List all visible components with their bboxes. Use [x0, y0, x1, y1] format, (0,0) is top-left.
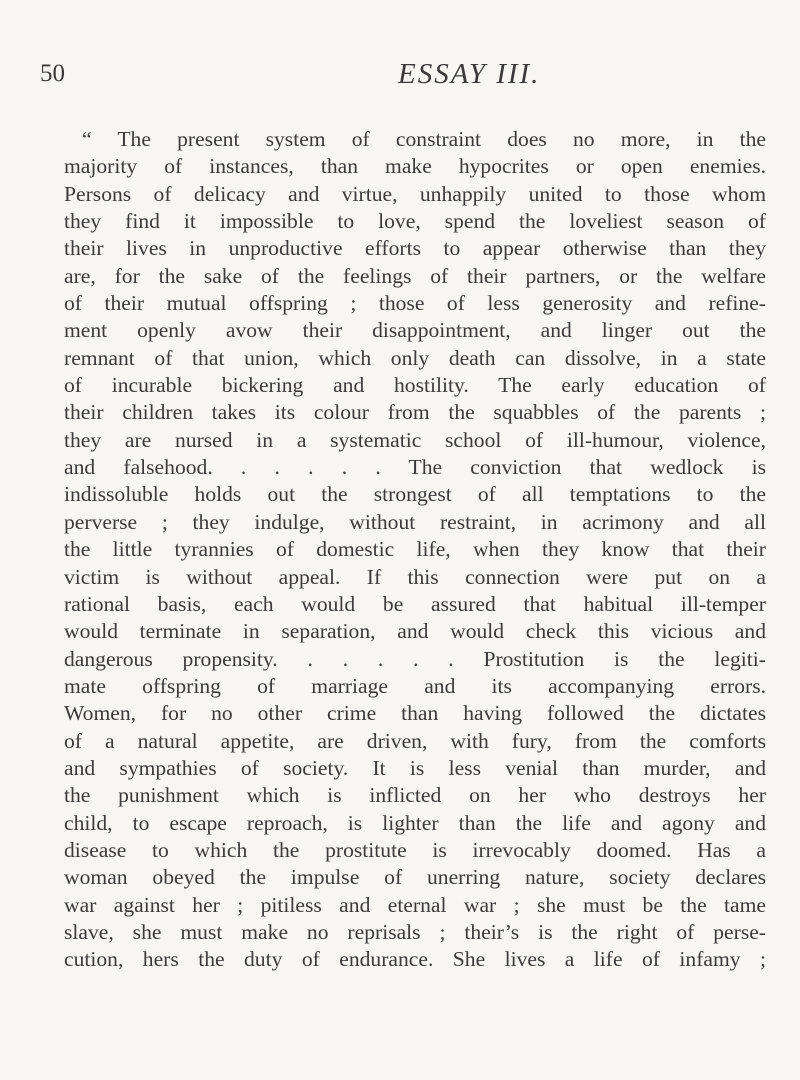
- text-line: ment openly avow their disappointment, and linger out the: [64, 318, 766, 343]
- text-line: perverse ; they indulge, without restraint, in acrimony and all: [64, 509, 766, 534]
- running-title: ESSAY III.: [398, 58, 541, 90]
- text-line: are, for the sake of the feelings of their partners, or the welfare: [64, 263, 766, 288]
- text-line: the punishment which is inflicted on her who destroys her: [64, 783, 766, 808]
- text-line: indissoluble holds out the strongest of all temptations to the: [64, 482, 766, 507]
- text-line: remnant of that union, which only death can dissolve, in a state: [64, 345, 766, 370]
- text-line: Women, for no other crime than having followed the dictates: [64, 701, 766, 726]
- text-line: slave, she must make no reprisals ; their’s is the right of perse-: [64, 919, 766, 944]
- text-line: they are nursed in a systematic school of ill-humour, violence,: [64, 427, 766, 452]
- text-line: the little tyrannies of domestic life, when they know that their: [64, 537, 766, 562]
- text-line: and sympathies of society. It is less venial than murder, and: [64, 755, 766, 780]
- text-line: majority of instances, than make hypocrites or open enemies.: [64, 154, 766, 179]
- text-line: victim is without appeal. If this connection were put on a: [64, 564, 766, 589]
- text-line: of a natural appetite, are driven, with fury, from the comforts: [64, 728, 766, 753]
- text-line: disease to which the prostitute is irrevocably doomed. Has a: [64, 837, 766, 862]
- page-number: 50: [40, 60, 65, 87]
- text-line: and falsehood. . . . . . The conviction that wedlock is: [64, 455, 766, 480]
- text-line: would terminate in separation, and would check this vicious and: [64, 619, 766, 644]
- text-line: Persons of delicacy and virtue, unhappily united to those whom: [64, 181, 766, 206]
- text-line: woman obeyed the impulse of unerring nature, society declares: [64, 865, 766, 890]
- page-header: [0, 58, 800, 98]
- text-line: child, to escape reproach, is lighter than the life and agony and: [64, 810, 766, 835]
- text-line: they find it impossible to love, spend the loveliest season of: [64, 209, 766, 234]
- text-line: dangerous propensity. . . . . . Prostitution is the legiti-: [64, 646, 766, 671]
- text-line: their lives in unproductive efforts to appear otherwise than they: [64, 236, 766, 261]
- text-line: war against her ; pitiless and eternal war ; she must be the tame: [64, 892, 766, 917]
- text-line: mate offspring of marriage and its accompanying errors.: [64, 673, 766, 698]
- text-line: cution, hers the duty of endurance. She lives a life of infamy ;: [64, 947, 766, 972]
- text-line: rational basis, each would be assured that habitual ill-temper: [64, 591, 766, 616]
- text-line: of their mutual offspring ; those of less generosity and refine-: [64, 291, 766, 316]
- body-paragraph: [64, 126, 766, 974]
- text-line: their children takes its colour from the squabbles of the parents ;: [64, 400, 766, 425]
- text-line: of incurable bickering and hostility. The early education of: [64, 373, 766, 398]
- text-line: “ The present system of constraint does no more, in the: [82, 127, 766, 151]
